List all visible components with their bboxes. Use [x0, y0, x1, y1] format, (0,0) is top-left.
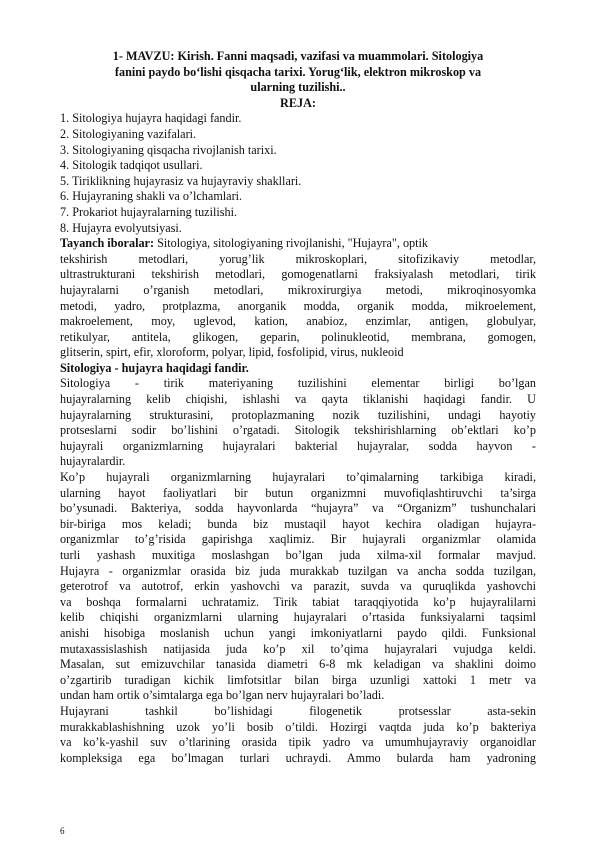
plan-item: 6. Hujayraning shakli va o’lchamlari. [60, 189, 243, 204]
paragraph-line: Sitologiya - tirik materiyaning tuzilishini elementar birligi bo’lgan [60, 376, 536, 391]
plan-item: 2. Sitologiyaning vazifalari. [60, 126, 197, 141]
section-heading: Sitologiya - hujayra haqidagi fandir. [60, 360, 249, 375]
plan-item: 3. Sitologiyaning qisqacha rivojlanish tarixi. [60, 142, 277, 157]
keywords-line: retikulyar, antitela, glikogen, geparin, polinukleotid, membrana, gomogen, [60, 329, 536, 344]
plan-item: 4. Sitologik tadqiqot usullari. [60, 158, 203, 173]
paragraph-line: Ko’p hujayrali organizmlarning hujayralari to’qimalarning tarkibiga kiradi, [60, 470, 536, 485]
title-line: 1- MAVZU: Kirish. Fanni maqsadi, vazifasi va muammolari. Sitologiya [112, 49, 484, 63]
lecture-title [60, 49, 536, 96]
paragraph-line: kompleksiga ega bo’lmagan turlari uchraydi. Ammo bularda ham yadroning [60, 750, 536, 765]
paragraph-line: va ko’k-yashil suv o’tlarining orasida tipik yadro va umumhujayraviy organoidlar [60, 735, 536, 750]
paragraph-line: mutaxassislashish natijasida juda ko’p xil to’qima hujayralari vujudga keldi. [60, 641, 536, 656]
paragraph-line: undan ham ortik o’simtalarga ega bo’lgan nerv hujayralari bo’ladi. [60, 688, 385, 703]
paragraph-line: Masalan, sut emizuvchilar tanasida diametri 6-8 mk keladigan va shaklini doimo [60, 657, 536, 672]
paragraph-line: o’zgartirib turadigan kichik limfotsitlar bilan birga uzunligi xattoki 1 metr va [60, 672, 536, 687]
keywords-label: Tayanch iboralar: [60, 236, 155, 251]
title-line: fanini paydo bo‘lishi qisqacha tarixi. Yorug‘lik, elektron mikroskop va [114, 64, 482, 79]
paragraph-line: hujayralarning strukturasini, protoplazmaning nozik tuzilishini, undagi hayotiy [60, 407, 536, 422]
keywords-line: hujayralarni o’rganish metodlari, mikroxirurgiya metodi, mikroqinosyomka [60, 282, 536, 297]
paragraph-line: turli yashash muxitiga moslashgan bo’lgan juda xilma-xil formalar mavjud. [60, 548, 536, 562]
paragraph-line: geterotrof va autotrof, erkin yashovchi va parazit, suvda va quruqlikda yashovchi [60, 579, 536, 594]
plan-item: 1. Sitologiya hujayra haqidagi fandir. [60, 111, 242, 126]
paragraph-line: hujayrali organizmlarning hujayralari bakterial hujayralar, sodda hayvon - [60, 438, 536, 453]
keywords-first-line [60, 236, 536, 252]
keywords-first-text: Sitologiya, sitologiyaning rivojlanishi, "Hujayra", optik [154, 236, 429, 251]
keywords-line: glitserin, spirt, efir, xloroform, polyar, lipid, fosfolipid, virus, nukleoid [60, 345, 404, 360]
keywords-block [60, 236, 536, 361]
paragraph-line: hujayralarning kelib chiqishi, ishlashi va qayta tiklanishi haqidagi fandir. U [60, 392, 536, 407]
paragraph-line: protseslarni sodir bo’lishini o’rgatadi. Sitologik tekshirishlarning ob’ektlari ko’p [60, 423, 536, 438]
plan-item: 5. Tiriklikning hujayrasiz va hujayraviy shakllari. [60, 173, 302, 188]
paragraph-line: ularning hayot faoliyatlari bir butun organizmni muvofiqlashtiruvchi ta’sirga [60, 485, 536, 500]
keywords-line: ultrastrukturani tekshirish metodlari, gomogenatlarni fraksiyalash metodlari, tirik [60, 267, 536, 282]
paragraph-line: kelib chiqishi organizmlarni ularning hujayralari o’rtasida funksiyalarni taqsiml [60, 610, 536, 625]
page-number: 6 [60, 826, 65, 836]
plan-item: 7. Prokariot hujayralarning tuzilishi. [60, 204, 238, 219]
paragraph-line: Hujayrani tashkil bo’lishidagi filogenetik protsesslar asta-sekin [60, 703, 536, 718]
plan-list [60, 111, 536, 236]
paragraph-line: bir-biriga mos keladi; bunda biz mustaqil hayot kechira oladigan hujayra- [60, 516, 536, 531]
paragraph-line: anishi hisobiga moslanish uchun yangi imkoniyatlarni paydo qildi. Funksional [60, 625, 536, 640]
paragraph-line: Hujayra - organizmlar orasida biz juda murakkab tuzilgan va ancha sodda tuzilgan, [60, 563, 536, 578]
paragraph [60, 704, 536, 766]
plan-item: 8. Hujayra evolyutsiyasi. [60, 220, 182, 235]
paragraph-line: bo’ysunadi. Bakteriya, sodda hayvonlarda “hujayra” va “Organizm” tushunchalari [60, 501, 536, 516]
paragraph [60, 376, 536, 470]
paragraph-line: organizmlar to’g’risida gapirishga xaqlimiz. Bir hujayrali organizmlar olamida [60, 532, 536, 547]
paragraph-line: hujayralardir. [60, 454, 126, 469]
paragraph-line: murakkablashishning uzok yo’li bosib o’tildi. Hozirgi vaqtda juda ko’p bakteriya [60, 719, 536, 734]
keywords-line: makroelement, moy, uglevod, kation, anabioz, enzimlar, antigen, globulyar, [60, 314, 536, 329]
paragraph-line: va boshqa formalarni uchratamiz. Tirik tabiat taraqqiyotida ko’p hujayralilarni [60, 594, 536, 609]
document-page [60, 49, 536, 766]
paragraph [60, 470, 536, 704]
keywords-line: metodi, yadro, protplazma, anorganik modda, organik modda, mikroelement, [60, 298, 536, 313]
keywords-line: tekshirish metodlari, yorug’lik mikroskoplari, sitofizikaviy metodlar, [60, 251, 536, 266]
plan-heading: REJA: [280, 95, 316, 110]
title-line: ularning tuzilishi.. [250, 80, 346, 95]
